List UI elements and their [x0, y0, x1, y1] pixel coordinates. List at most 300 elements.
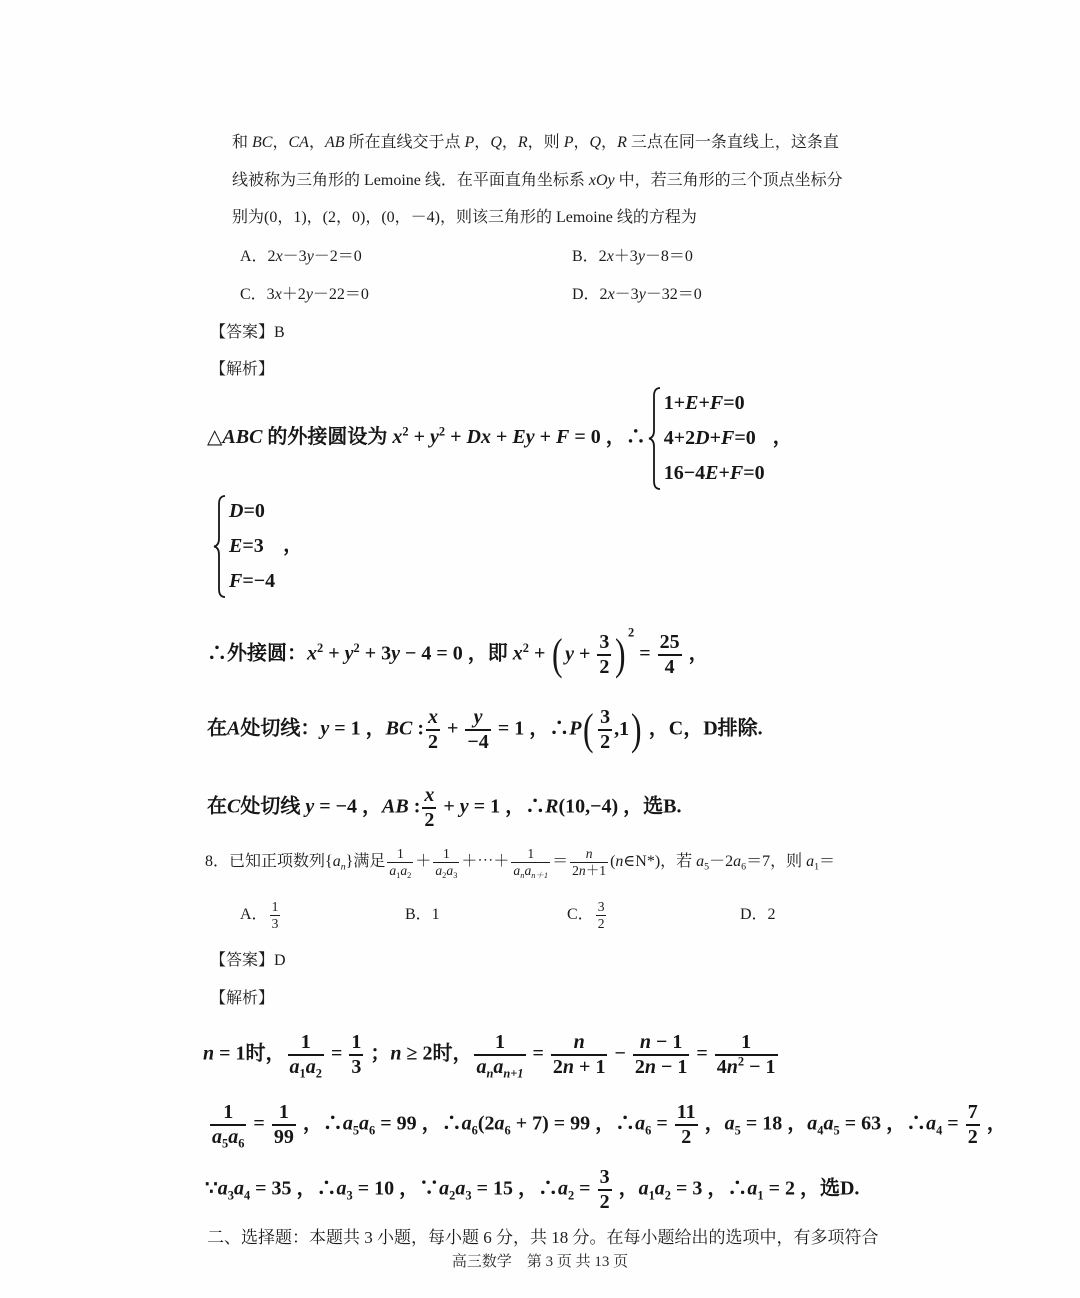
fraction-numerator — [658, 631, 682, 656]
fraction — [551, 1031, 608, 1079]
math-variable: Q — [589, 134, 602, 152]
text-run: 1 — [527, 845, 535, 861]
text-run: ， — [613, 1177, 639, 1200]
q8-option-b — [405, 890, 440, 940]
subscript: 5 — [222, 1136, 229, 1151]
q8-solution-line-3-math — [205, 1166, 859, 1214]
subscript: 6 — [504, 1123, 511, 1138]
text-run: 1 — [494, 1031, 505, 1053]
fraction — [570, 846, 608, 878]
fraction-denominator — [272, 1126, 296, 1149]
math-variable: a — [289, 1056, 300, 1078]
text-run: 2 — [552, 1056, 563, 1078]
fraction-denominator — [715, 1056, 778, 1079]
text-run: 别为(0，1)，(2，0)，(0，－4)，则该三角形的 Lemoine 线的方程为 — [232, 209, 697, 227]
text-run: ， — [272, 134, 289, 152]
math-variable: x — [392, 425, 403, 448]
text-run: = — [325, 1042, 348, 1065]
math-variable: Ey — [512, 425, 535, 448]
superscript: 2 — [522, 640, 529, 655]
fraction-numerator — [511, 846, 550, 863]
fraction-denominator — [551, 1056, 608, 1079]
fraction-denominator — [349, 1056, 363, 1079]
math-variable: a — [332, 852, 341, 870]
math-variable: BC — [252, 134, 273, 152]
text-run: 2 — [599, 656, 610, 678]
subscript: 1 — [648, 1188, 655, 1203]
text-run: 2 — [681, 1126, 692, 1148]
math-variable: n — [644, 1056, 656, 1078]
q7-option-a-text — [240, 247, 362, 266]
text-run: 99 — [273, 1126, 294, 1148]
math-variable: R — [617, 134, 627, 152]
math-variable: y — [430, 425, 439, 448]
q7-solution-line-1 — [207, 378, 793, 498]
subscript: 3 — [227, 1188, 234, 1203]
q7-stem-line-1 — [232, 128, 839, 158]
fraction-numerator — [966, 1101, 980, 1126]
text-run: 2 — [634, 1056, 645, 1078]
text-run: = 15 ，∴ — [471, 1177, 558, 1200]
q7-analysis-label-text: 【解析】 — [210, 361, 275, 379]
text-run: + — [442, 717, 464, 740]
text-run: ， — [699, 1112, 725, 1135]
subscript: 6 — [238, 1136, 245, 1151]
text-run: 16−4 — [663, 461, 706, 484]
text-run: + — [323, 642, 345, 665]
text-run: －8＝0 — [644, 248, 693, 266]
math-variable: y — [391, 642, 400, 665]
math-variable: a — [439, 1177, 450, 1200]
q8-option-d — [740, 890, 776, 940]
fraction-denominator — [598, 1191, 612, 1214]
system-row — [229, 564, 275, 599]
text-run: + — [573, 642, 596, 665]
text-run: C．3 — [240, 286, 275, 304]
math-variable: x — [274, 286, 282, 304]
text-run: ， — [474, 134, 491, 152]
q7-stem-line-3 — [232, 203, 697, 233]
text-run: 线被称为三角形的 Lemoine 线．在平面直角坐标系 — [232, 172, 589, 190]
subscript: 2 — [442, 869, 447, 880]
fraction — [596, 899, 607, 931]
q7-stem-line-2 — [232, 166, 843, 196]
fraction — [387, 846, 413, 878]
fraction-numerator — [288, 1031, 324, 1056]
q7-answer-text: 【答案】B — [210, 324, 285, 342]
text-run: : — [412, 717, 424, 740]
subscript: 6 — [369, 1123, 376, 1138]
math-variable: a — [446, 862, 454, 878]
fraction — [597, 631, 611, 679]
text-run: : — [408, 795, 421, 818]
text-run: =0 — [243, 499, 265, 522]
math-variable: a — [342, 1112, 353, 1135]
subscript: n — [486, 1066, 494, 1081]
text-run: △ — [207, 425, 223, 448]
open-parenthesis: ( — [583, 705, 595, 754]
text-run: 处切线： — [240, 717, 321, 740]
text-run: 1 — [300, 1031, 311, 1053]
text-run: = 3 ，∴ — [670, 1177, 748, 1200]
math-variable: a — [557, 1177, 568, 1200]
text-run: 2 — [967, 1126, 978, 1148]
q8-answer — [210, 946, 286, 976]
fraction — [288, 1031, 324, 1079]
math-variable: a — [435, 862, 443, 878]
fraction-denominator — [433, 863, 459, 879]
subscript: 3 — [346, 1188, 353, 1203]
text-run: ( — [610, 852, 616, 870]
fraction-denominator — [426, 731, 440, 754]
math-variable: x — [428, 706, 438, 728]
fraction-denominator — [210, 1126, 246, 1149]
math-variable: n — [390, 1042, 402, 1065]
math-variable: a — [638, 1177, 649, 1200]
text-run: －3 — [282, 248, 307, 266]
text-run: = 10 ，∵ — [352, 1177, 440, 1200]
math-variable: a — [493, 1056, 504, 1078]
text-run: ＋⋯＋ — [461, 852, 510, 870]
q7-solution-line-1-math — [207, 386, 793, 491]
math-variable: F — [709, 391, 724, 414]
q7-solution-line-4 — [207, 700, 763, 760]
page-footer — [0, 1250, 1080, 1274]
parenthesized-group — [581, 705, 643, 754]
math-variable: Q — [490, 134, 502, 152]
fraction-numerator — [426, 706, 440, 731]
text-run: − 1 — [650, 1031, 683, 1053]
q7-option-d — [572, 280, 702, 310]
math-variable: Dx — [466, 425, 491, 448]
text-run: = 99 ，∴ — [375, 1112, 462, 1135]
fraction — [966, 1101, 980, 1149]
fraction-denominator — [633, 1056, 690, 1079]
math-variable: y — [459, 795, 469, 818]
text-run: 4+2 — [663, 426, 696, 449]
text-run: − — [609, 1042, 631, 1065]
text-run: = — [574, 1177, 596, 1200]
fraction-denominator — [511, 863, 550, 879]
fraction-numerator — [597, 631, 611, 656]
math-variable: y — [344, 642, 354, 665]
fraction-numerator — [210, 1101, 246, 1126]
text-run: －3 — [614, 286, 639, 304]
fraction — [658, 631, 682, 679]
fraction — [426, 706, 440, 754]
q7-stem-line-3-text — [232, 208, 697, 227]
fraction-denominator — [596, 916, 607, 932]
text-run: =0 — [743, 461, 765, 484]
subscript: n — [520, 869, 525, 880]
text-run: + — [718, 461, 730, 484]
math-variable: P — [569, 717, 582, 740]
math-variable: a — [733, 852, 742, 870]
close-parenthesis: ) — [631, 705, 642, 754]
q8-option-d-text — [740, 905, 776, 924]
q8-option-a — [240, 890, 282, 940]
math-variable: a — [228, 1126, 239, 1148]
fraction-numerator — [465, 706, 490, 731]
q7-option-b-text — [572, 247, 693, 266]
math-variable: R — [545, 795, 559, 818]
text-run: －2＝0 — [313, 248, 362, 266]
math-variable: x — [606, 248, 614, 266]
math-variable: D — [229, 499, 244, 522]
text-run: 的外接圆设为 — [262, 425, 393, 448]
q8-option-a-text — [240, 899, 282, 931]
system-row — [664, 386, 765, 421]
math-variable: a — [654, 1177, 665, 1200]
math-variable: a — [212, 1126, 222, 1148]
math-variable: n — [615, 852, 624, 870]
superscript: 2 — [737, 1054, 745, 1069]
subscript: 3 — [465, 1188, 472, 1203]
q8-option-c — [567, 890, 608, 940]
fraction-numerator — [433, 846, 459, 863]
text-run: 25 — [659, 631, 680, 653]
text-run: 3 — [271, 915, 279, 931]
math-variable: a — [455, 1177, 466, 1200]
q7-solution-line-4-math — [207, 706, 763, 754]
q8-answer-text: 【答案】D — [210, 952, 286, 970]
math-variable: P — [563, 134, 574, 152]
text-run: + 3 — [359, 642, 392, 665]
text-run: = 1时， — [214, 1042, 286, 1065]
text-run: 8．已知正项数列{ — [205, 852, 333, 870]
text-run: 和 — [232, 134, 253, 152]
text-run: = 63 ，∴ — [839, 1112, 927, 1135]
text-run: 2 — [600, 731, 611, 753]
text-run: 处切线 — [240, 795, 306, 818]
math-variable: a — [807, 1112, 818, 1135]
text-run: ， — [981, 1112, 1007, 1135]
subscript: 6 — [471, 1123, 478, 1138]
system-rows — [664, 386, 765, 491]
math-variable: a — [494, 1112, 505, 1135]
text-run: 三点在同一条直线上，这条直 — [626, 134, 839, 152]
subscript: 5 — [833, 1123, 840, 1138]
text-run: 7 — [967, 1101, 978, 1123]
text-run: =0 — [723, 391, 745, 414]
subscript: 1 — [757, 1188, 764, 1203]
math-variable: n — [562, 1056, 575, 1078]
text-run: − 1 — [744, 1056, 776, 1078]
fraction-denominator — [465, 731, 490, 754]
fraction-denominator — [270, 916, 281, 932]
text-run: (10,−4) ，选B. — [558, 795, 682, 818]
fraction-denominator — [658, 656, 682, 679]
text-run: 2 — [572, 862, 579, 878]
section-2-heading-text: 二、选择题：本题共 3 小题，每小题 6 分，共 18 分。在每小题给出的选项中，有多项符合 — [207, 1227, 879, 1247]
q7-solution-line-3-math — [207, 625, 709, 679]
q7-option-d-text — [572, 285, 702, 304]
text-run: −4 — [467, 731, 489, 753]
text-run: ＝ — [819, 852, 836, 870]
superscript: 2 — [402, 423, 409, 438]
text-run: 3 — [599, 631, 610, 653]
text-run: B．2 — [572, 248, 607, 266]
text-run: = — [634, 642, 656, 665]
q8-analysis-label — [210, 984, 274, 1014]
q7-option-c — [240, 280, 369, 310]
fraction — [633, 1031, 690, 1079]
text-run: ； — [365, 1042, 391, 1065]
subscript: 5 — [734, 1123, 741, 1138]
text-run: = 0 ，∴ — [569, 425, 646, 448]
math-variable: a — [476, 1056, 487, 1078]
superscript: 2 — [628, 625, 635, 640]
text-run: + — [408, 425, 431, 448]
fraction — [465, 706, 490, 754]
text-run: = 18 ， — [740, 1112, 808, 1135]
subscript: 6 — [645, 1123, 652, 1138]
math-variable: n — [203, 1042, 215, 1065]
text-run: ≥ 2时， — [401, 1042, 473, 1065]
math-variable: a — [696, 852, 705, 870]
text-run: ＝7，则 — [746, 852, 807, 870]
subscript: 2 — [449, 1188, 456, 1203]
math-variable: BC — [385, 717, 413, 740]
fraction — [474, 1031, 525, 1079]
text-run: 2 — [599, 1191, 610, 1213]
fraction — [210, 1101, 246, 1149]
superscript: 2 — [353, 640, 360, 655]
fraction — [349, 1031, 363, 1079]
subscript: 2 — [407, 869, 412, 880]
q8-option-b-text — [405, 905, 440, 924]
subscript: n — [340, 861, 346, 873]
subscript: 4 — [936, 1123, 943, 1138]
text-run: ， — [501, 134, 518, 152]
text-run: D．2 — [572, 286, 608, 304]
fraction-numerator — [633, 1031, 690, 1056]
text-run: 1 — [223, 1101, 234, 1123]
text-run: 4 — [664, 656, 675, 678]
text-run: + — [529, 642, 551, 665]
math-variable: x — [607, 286, 615, 304]
superscript: 2 — [438, 423, 446, 438]
text-run: = 1 ，∴ — [468, 795, 546, 818]
q8-solution-line-2-math — [208, 1101, 1007, 1149]
math-variable: AB — [382, 795, 409, 818]
fraction-numerator — [349, 1031, 363, 1056]
text-run: 在 — [207, 717, 227, 740]
text-run: －22＝0 — [312, 286, 369, 304]
text-run: ＋3 — [613, 248, 638, 266]
fraction — [433, 846, 459, 878]
text-run: 3 — [600, 706, 611, 728]
q8-solution-line-2 — [208, 1095, 1007, 1155]
text-run: 11 — [676, 1101, 696, 1123]
fraction — [422, 784, 436, 832]
math-variable: E — [685, 391, 699, 414]
math-variable: P — [464, 134, 475, 152]
close-parenthesis: ) — [615, 630, 626, 679]
text-run: ， — [573, 134, 590, 152]
math-variable: a — [513, 862, 521, 878]
math-variable: R — [517, 134, 528, 152]
text-run: 3 — [351, 1056, 362, 1078]
text-run: ＝ — [552, 852, 569, 870]
q7-solution-line-2 — [211, 491, 303, 601]
text-run: ∵ — [205, 1177, 218, 1200]
text-run: + — [534, 425, 557, 448]
math-variable: a — [217, 1177, 228, 1200]
text-run: = 1 ， — [329, 717, 386, 740]
math-variable: a — [823, 1112, 834, 1135]
math-variable: ABC — [222, 425, 263, 448]
text-run: A．2 — [240, 248, 276, 266]
system-row — [664, 456, 765, 491]
math-variable: F — [729, 461, 744, 484]
math-variable: a — [806, 852, 815, 870]
subscript: 1 — [396, 869, 401, 880]
math-variable: a — [724, 1112, 735, 1135]
fraction-numerator — [598, 706, 612, 731]
math-variable: a — [389, 862, 397, 878]
q8-solution-line-1 — [203, 1025, 780, 1085]
text-run: －32＝0 — [645, 286, 702, 304]
fraction-denominator — [288, 1056, 324, 1079]
text-run: ∴外接圆： — [207, 642, 307, 665]
q8-analysis-label-text: 【解析】 — [210, 990, 275, 1008]
math-variable: E — [229, 534, 243, 557]
math-variable: y — [305, 795, 315, 818]
text-run: ， — [308, 134, 325, 152]
text-run: =0 — [734, 426, 756, 449]
fraction-denominator — [570, 863, 608, 879]
fraction — [270, 899, 281, 931]
subscript: 3 — [453, 869, 458, 880]
q8-option-c-text — [567, 899, 608, 931]
text-run: ＋ — [415, 852, 432, 870]
fraction — [598, 1166, 612, 1214]
subscript: 2 — [664, 1188, 671, 1203]
text-run: ， — [767, 425, 793, 448]
parenthesis-content — [565, 631, 613, 678]
text-run: 3 — [597, 898, 605, 914]
text-run: 1 — [396, 845, 404, 861]
math-variable: n — [578, 862, 586, 878]
system-left-brace — [213, 494, 227, 599]
math-variable: n — [639, 1031, 651, 1053]
math-variable: x — [307, 642, 317, 665]
text-run: A． — [240, 905, 268, 923]
superscript: 2 — [317, 640, 324, 655]
math-variable: n — [585, 845, 593, 861]
math-variable: a — [747, 1177, 758, 1200]
text-run: 1 — [741, 1031, 752, 1053]
text-run: − 1 — [655, 1056, 688, 1078]
text-run: = — [248, 1112, 270, 1135]
text-run: = — [527, 1042, 549, 1065]
text-run: ＋1 — [585, 862, 607, 878]
q8-stem-text — [205, 846, 835, 878]
math-variable: a — [635, 1112, 646, 1135]
text-run: = 1 ，∴ — [492, 717, 570, 740]
system-row — [664, 421, 765, 456]
text-run: 中，若三角形的三个顶点坐标分 — [614, 172, 843, 190]
math-variable: y — [320, 717, 330, 740]
math-variable: A — [227, 717, 241, 740]
text-run: ＋2 — [281, 286, 306, 304]
text-run: + 7) = 99 ，∴ — [510, 1112, 636, 1135]
q8-stem — [205, 837, 835, 887]
text-run: + — [709, 426, 722, 449]
math-variable: x — [275, 248, 283, 266]
fraction-numerator — [596, 899, 607, 916]
